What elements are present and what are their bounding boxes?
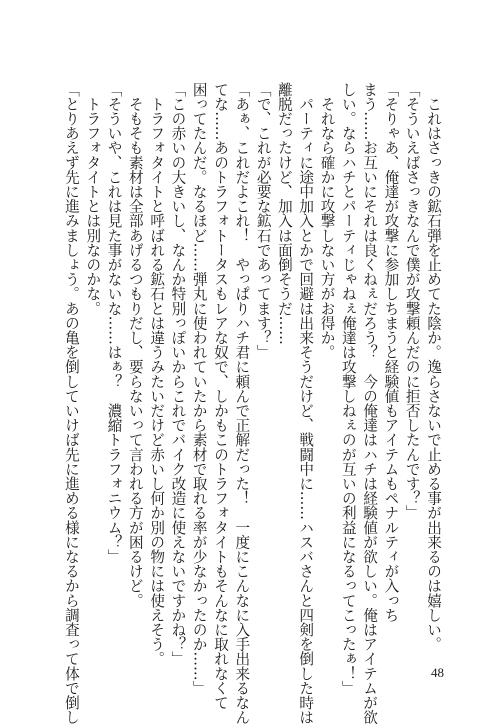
text-line: トラフォタイトと呼ばれる鉱石とは違うみたいだけど赤いし何か別の物には使えそう。: [148, 82, 166, 666]
text-line: これはさっきの鉱石弾を止めてた陰か。逸らさないで止める事が出来るのは嬉しい。: [425, 82, 442, 652]
text-line: 「とりあえず先に進みましょう。あの亀を倒していけば先に進める様になるから調査って体で倒し: [62, 82, 80, 724]
text-line: 「そういえばさっきなんで僕が攻撃頼んだのに拒否したんです？」: [403, 82, 421, 520]
text-line: 「そういや、これは見た事がないな……はぁ？ 濃縮トラフォニウム？」: [105, 82, 123, 564]
text-line: 離脱だったけど、加入は面倒そうだ……: [275, 82, 293, 345]
text-line: それなら確かに攻撃しない方がお得か。: [318, 82, 336, 360]
text-line: 「そりゃあ、俺達が攻撃に参加しちまうと経験値もアイテムもペナルティが入っち: [382, 82, 400, 623]
text-line: 「あぁ、これだよこれ！ やっぱりハチ君に頼んで正解だった！ 一度にこんなに入手出来るなん: [233, 82, 251, 724]
text-line: パーティに途中加入とかで回避は出来そうだけど、戦闘中に……ハスバさんと四剣を倒した時は: [297, 82, 315, 724]
text-line: まう……お互いにそれは良くねぇだろう？ 今の俺達はハチは経験値が欲しい。俺はアイテムが欲: [361, 82, 379, 724]
text-line: 「で、これが必要な鉱石であってます？」: [254, 82, 272, 360]
text-line: 困ってたんだ。なるほど……弾丸に使われていたから素材で取れる率が少なかったのか……」: [190, 82, 208, 696]
text-line: 「この赤いの大きいし、なんか特別っぽいからこれでバイク改造に使えないですかね？」: [169, 82, 187, 666]
page-number: 48: [431, 665, 444, 680]
text-line: トラフォタイトとは別なのかな。: [84, 82, 102, 316]
text-line: てな……あのトラフォトータスもレアな奴で、しかもこのトラフォタイトもそんなに取れなくて: [212, 82, 230, 710]
text-line: そもそも素材は全部あげるつもりだし、要らないって言われる方が困るけど。: [126, 82, 144, 608]
text-line: しい。ならハチとパーティじゃねぇ俺達は攻撃しねぇのが互いの利益になるってこったぁ！」: [339, 82, 357, 696]
